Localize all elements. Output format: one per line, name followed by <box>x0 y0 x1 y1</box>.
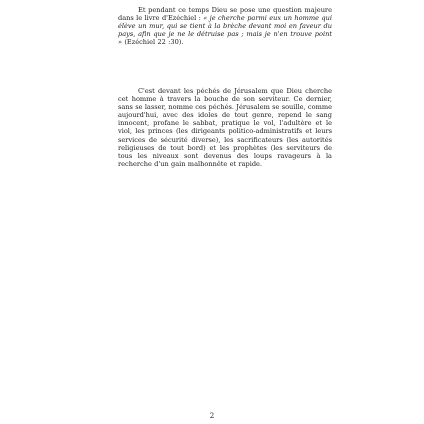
bible-quote: « je cherche parmi eux un homme qui élève un mur, qui se tient à la brèche devant moi en faveur du pays, afin que je ne le détruise pas ; mais je n'en trouve point » <box>118 14 332 47</box>
paragraph-lead-text: Et pendant ce temps Dieu se pose une question majeure dans le livre d'Ezéchiel : <box>118 6 332 23</box>
paragraph-jerusalem-sins <box>118 87 332 168</box>
paragraph-body-text: C'est devant les péchés de Jérusalem que Dieu cherche cet homme à travers la bouche de son serviteur. Ce dernier, sans se lasser, nomme ces péchés. Jérusalem se souille, comme aujourd'hui, avec des idoles de tout genre, repend le sang innocent, profane le sabbat, pratique le vol, l'adultère et le viol, les princes (les dirigeants politico-administratifs et leurs services de sécurité diverse), les sacrificateurs (les autorités religieuses de tout bord) et les prophètes (les serviteurs de tous les niveaux sont devenus des loups ravageurs à la recherche d'un gain malhonnête et rapide. <box>118 87 332 168</box>
bible-reference: (Ezéchiel 22 :30). <box>122 38 184 47</box>
paragraph-ezechiel-question <box>118 6 332 46</box>
page-number: 2 <box>209 412 215 420</box>
